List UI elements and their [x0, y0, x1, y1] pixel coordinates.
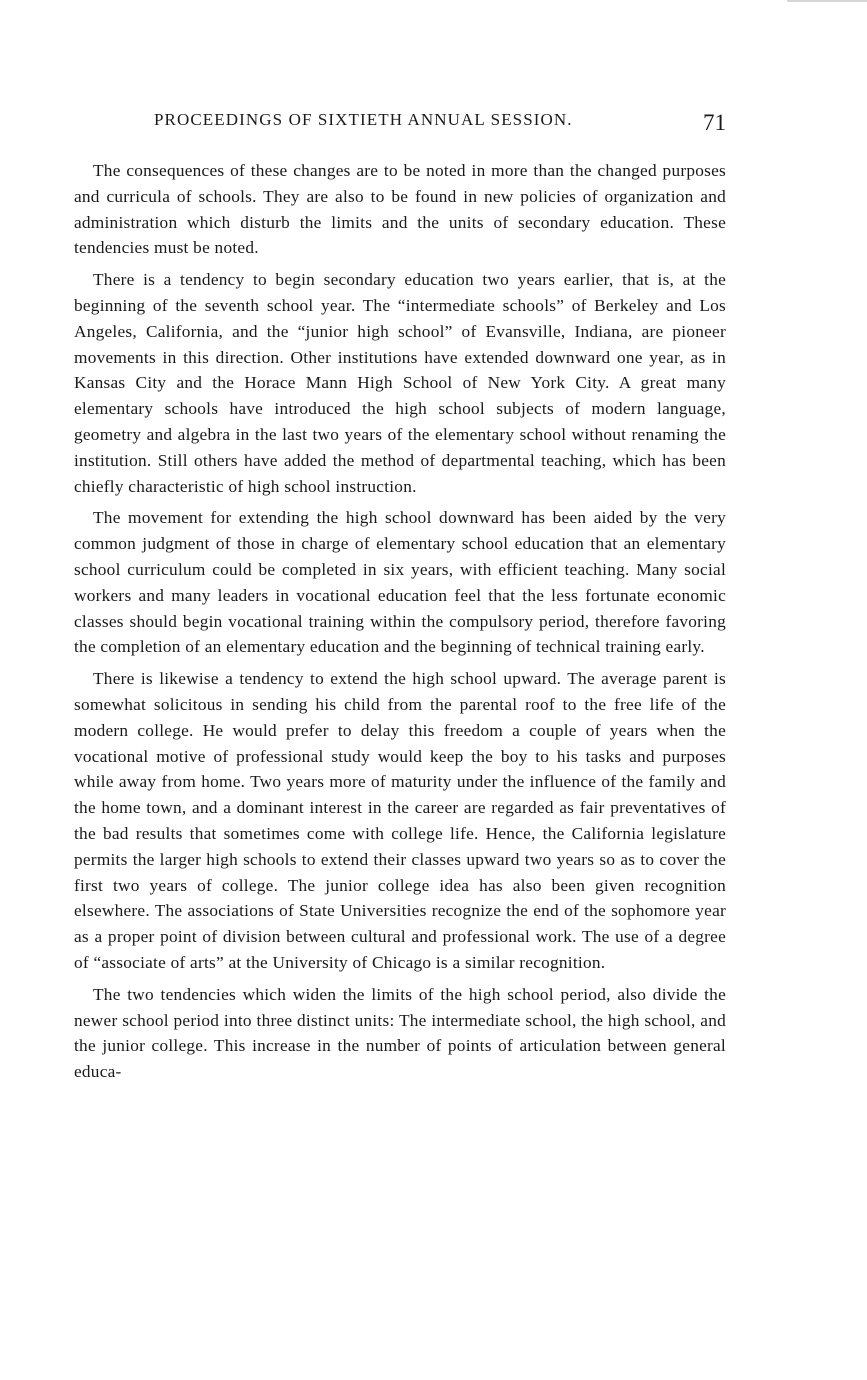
running-head: PROCEEDINGS OF SIXTIETH ANNUAL SESSION. [154, 110, 573, 129]
page-header [74, 108, 726, 138]
body-text [74, 158, 726, 1091]
page-edge-mark [787, 0, 867, 2]
paragraph-consequences: The consequences of these changes are to be noted in more than the changed purposes and curricula of schools. They are also to be found in new policies of organization and administration which disturb the limits and the units of secondary education. These tendencies must be noted. [74, 161, 726, 258]
paragraph-upward-extension: There is likewise a tendency to extend the high school upward. The average parent is somewhat solicitous in sending his child from the parental roof to the free life of the modern college. He would prefer to delay this freedom a couple of years when the vocational motive of professional study would keep the boy to his tasks and purposes while away from home. Two years more of maturity under the influence of the family and the home town, and a dominant interest in the career are regarded as fair preventatives of the bad results that sometimes come with college life. Hence, the California legislature permits the larger high schools to extend their classes upward two years so as to cover the first two years of college. The junior college idea has also been given recognition elsewhere. The associations of State Universities recognize the end of the sophomore year as a proper point of division between cultural and professional work. The use of a degree of “associate of arts” at the University of Chicago is a similar recognition. [74, 669, 726, 972]
page-number: 71 [703, 110, 726, 135]
paragraph-earlier-start: There is a tendency to begin secondary education two years earlier, that is, at the beginning of the seventh school year. The “intermediate schools” of Berkeley and Los Angeles, California, and the “junior high school” of Evansville, Indiana, are pioneer movements in this direction. Other institutions have extended downward one year, as in Kansas City and the Horace Mann High School of New York City. A great many elementary schools have introduced the high school subjects of modern language, geometry and algebra in the last two years of the elementary school without renaming the institution. Still others have added the method of departmental teaching, which has been chiefly characteristic of high school instruction. [74, 270, 726, 496]
paragraph-three-units: The two tendencies which widen the limits of the high school period, also divide the newer school period into three distinct units: The intermediate school, the high school, and the junior college. This increase in the number of points of articulation between general educa- [74, 984, 726, 1082]
paragraph-downward-extension: The movement for extending the high school downward has been aided by the very common judgment of those in charge of elementary school education that an elementary school curriculum could be completed in six years, with efficient teaching. Many social workers and many leaders in vocational education feel that the less fortunate economic classes should begin vocational training within the compulsory period, therefore favoring the completion of an elementary education and the beginning of technical training early. [74, 508, 726, 657]
